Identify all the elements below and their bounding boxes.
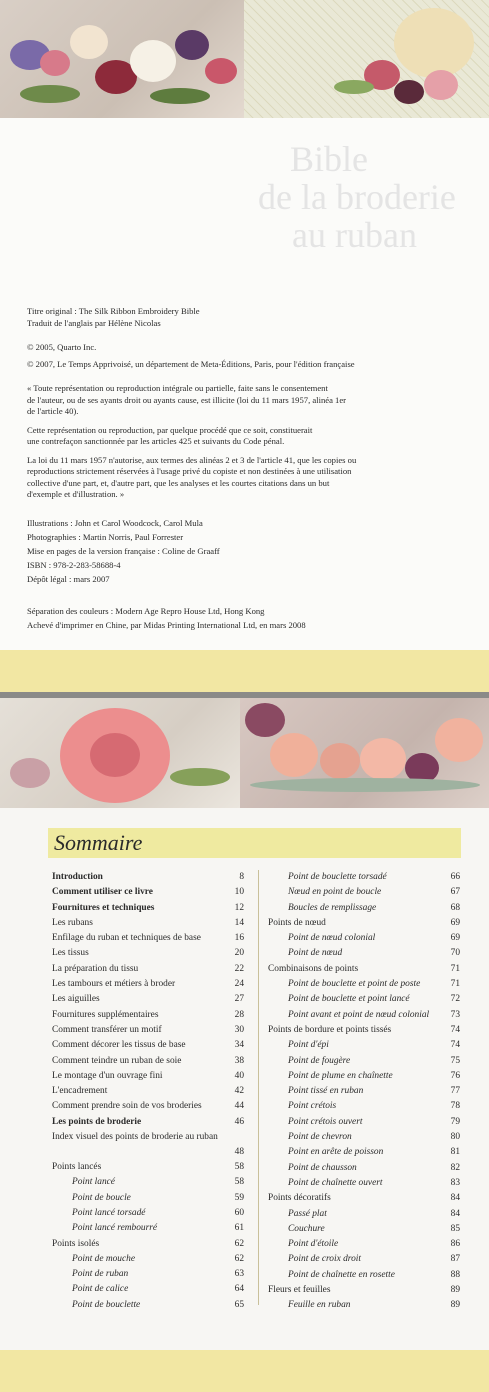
credits-line: ISBN : 978-2-283-58688-4 (27, 559, 121, 570)
toc-entry (268, 1191, 460, 1206)
toc-entry-title: Point crétois ouvert (288, 1116, 363, 1127)
credits-block (27, 306, 467, 639)
toc-entry-page: 84 (450, 1208, 460, 1219)
credits-line: Mise en pages de la version française : Coline de Graaff (27, 545, 220, 556)
toc-entry (268, 1237, 460, 1252)
credits-line: Séparation des couleurs : Modern Age Repro House Ltd, Hong Kong (27, 605, 265, 616)
toc-entry (268, 1252, 460, 1267)
toc-entry-title: Point de mouche (72, 1253, 136, 1264)
toc-entry-page: 75 (450, 1055, 460, 1066)
column-divider (258, 870, 259, 1305)
copyright-page (0, 0, 489, 692)
credits-line: « Toute représentation ou reproduction intégrale ou partielle, faite sans le consentement (27, 383, 328, 393)
toc-entry (52, 916, 244, 931)
yellow-band (0, 650, 489, 692)
credits-para-1 (27, 306, 467, 329)
toc-entry-page: 79 (450, 1116, 460, 1127)
toc-entry-title: Point de bouclette (72, 1299, 141, 1310)
toc-entry-page: 86 (450, 1239, 460, 1250)
toc-entry (52, 870, 244, 885)
toc-entry-title: Les tambours et métiers à broder (52, 979, 176, 990)
toc-entry (52, 1237, 244, 1252)
toc-entry-page: 24 (234, 979, 244, 990)
toc-entry-title: Fleurs et feuilles (268, 1285, 331, 1296)
toc-entry-page: 12 (234, 902, 244, 913)
toc-entry-title: Point en arête de poisson (288, 1147, 384, 1158)
toc-entry (52, 1115, 244, 1130)
toc-entry-page: 28 (234, 1009, 244, 1020)
toc-entry-title: Point lancé rembourré (72, 1223, 158, 1234)
toc-entry-title: Point de boucle (72, 1192, 131, 1203)
toc-entry (268, 885, 460, 900)
toc-entry (268, 1130, 460, 1145)
toc-entry-page: 59 (234, 1192, 244, 1203)
toc-entry-page: 69 (450, 917, 460, 928)
toc-entry-title: Point de ruban (72, 1269, 129, 1280)
toc-entry-title: Point de bouclette et point lancé (288, 994, 410, 1005)
toc-entry (268, 1008, 460, 1023)
credits-line: Achevé d'imprimer en Chine, par Midas Printing International Ltd, en mars 2008 (27, 619, 306, 630)
toc-entry (268, 1023, 460, 1038)
toc-entry (268, 1283, 460, 1298)
toc-entry (52, 1008, 244, 1023)
credits-line: une contrefaçon sanctionnée par les articles 425 et suivants du Code pénal. (27, 436, 285, 446)
toc-entry-title: Point d'étoile (288, 1239, 339, 1250)
toc-entry (52, 885, 244, 900)
toc-entry-page: 80 (450, 1132, 460, 1143)
toc-entry-page: 84 (450, 1193, 460, 1204)
toc-entry-title: Points décoratifs (268, 1193, 331, 1204)
toc-entry (268, 1084, 460, 1099)
toc-entry-page: 48 (234, 1147, 244, 1158)
toc-entry-title: Comment décorer les tissus de base (52, 1040, 186, 1051)
toc-entry-page: 69 (450, 933, 460, 944)
toc-entry-page: 81 (450, 1147, 460, 1158)
toc-entry (52, 1023, 244, 1038)
credits-line: Dépôt légal : mars 2007 (27, 573, 110, 584)
toc-entry-page: 46 (234, 1116, 244, 1127)
credits-para-4 (27, 425, 467, 448)
embroidery-photo-left (0, 0, 244, 118)
credits-line: Cette représentation ou reproduction, par quelque procédé que ce soit, constituerait (27, 424, 313, 435)
toc-entry (52, 962, 244, 977)
toc-entry (52, 1084, 244, 1099)
toc-entry-page: 27 (234, 994, 244, 1005)
toc-entry-title: Point avant et point de nœud colonial (288, 1009, 430, 1020)
credits-para-7 (27, 604, 467, 632)
ghost-title-line2: de la broderie (258, 177, 456, 217)
toc-entry (52, 1267, 244, 1282)
toc-entry-title: Couchure (288, 1223, 325, 1234)
toc-entry-page: 73 (450, 1009, 460, 1020)
toc-entry-title: Boucles de remplissage (288, 902, 377, 913)
toc-entry (268, 946, 460, 961)
toc-entry-title: Comment utiliser ce livre (52, 887, 153, 898)
toc-entry-title: Point crétois (288, 1101, 337, 1112)
toc-entry-title: Point tissé en ruban (288, 1086, 364, 1097)
ghost-title-line1: Bible (290, 139, 368, 179)
toc-entry-page: 22 (234, 963, 244, 974)
toc-entry (268, 1115, 460, 1130)
toc-entry-page: 62 (234, 1238, 244, 1249)
toc-entry-page: 40 (234, 1070, 244, 1081)
toc-entry-page: 82 (450, 1162, 460, 1173)
toc-entry-title: Introduction (52, 872, 103, 882)
toc-entry-page: 16 (234, 933, 244, 944)
credits-line: Photographies : Martin Norris, Paul Forrester (27, 531, 184, 542)
toc-entry (52, 1252, 244, 1267)
toc-entry (52, 1069, 244, 1084)
toc-entry-title: L'encadrement (52, 1086, 108, 1097)
toc-entry-page: 87 (450, 1254, 460, 1265)
toc-entry-page: 8 (239, 872, 244, 882)
toc-entry (268, 1099, 460, 1114)
toc-entry-title: Point de bouclette torsadé (288, 872, 387, 882)
toc-entry-page: 74 (450, 1024, 460, 1035)
toc-left-column (52, 870, 244, 1313)
toc-entry-title: Comment transférer un motif (52, 1024, 162, 1035)
sommaire-heading-band (48, 828, 461, 858)
toc-entry-title: Les tissus (52, 948, 89, 959)
credits-line: de l'article 40). (27, 406, 79, 416)
embroidery-photo-right (240, 698, 489, 808)
toc-entry (52, 1099, 244, 1114)
toc-entry-title: Points isolés (52, 1238, 100, 1249)
ghost-title-line3: au ruban (292, 215, 417, 255)
toc-entry-title: Points de bordure et points tissés (268, 1024, 392, 1035)
toc-entry-title: Point de fougère (288, 1055, 351, 1066)
toc-entry-page: 70 (450, 948, 460, 959)
toc-entry (52, 946, 244, 961)
toc-entry (268, 1069, 460, 1084)
toc-entry (268, 962, 460, 977)
toc-entry (52, 1054, 244, 1069)
toc-entry-page: 65 (234, 1299, 244, 1310)
toc-entry (52, 1130, 244, 1160)
toc-entry-title: Point lancé torsadé (72, 1207, 146, 1218)
toc-entry-page: 20 (234, 948, 244, 959)
embroidery-photo-left (0, 698, 240, 808)
toc-entry-page: 88 (450, 1269, 460, 1280)
toc-entry-title: Point de chausson (288, 1162, 357, 1173)
toc-entry-page: 60 (234, 1207, 244, 1218)
toc-entry-title: Point de nœud colonial (288, 933, 376, 944)
toc-entry-title: Point de croix droit (288, 1254, 361, 1265)
credits-line: Titre original : The Silk Ribbon Embroidery Bible (27, 306, 200, 316)
toc-entry-title: Passé plat (288, 1208, 327, 1219)
toc-entry (268, 1038, 460, 1053)
credits-para-3 (27, 383, 467, 418)
credits-line: © 2007, Le Temps Apprivoisé, un département de Meta-Éditions, Paris, pour l'édition française (27, 358, 355, 369)
credits-line: © 2005, Quarto Inc. (27, 342, 97, 352)
toc-entry-page: 76 (450, 1070, 460, 1081)
toc-entry (268, 1161, 460, 1176)
credits-line: Traduit de l'anglais par Hélène Nicolas (27, 317, 161, 328)
embroidery-photo-right (244, 0, 489, 118)
toc-entry-title: Point de calice (72, 1284, 129, 1295)
toc-entry-title: Point de chaînette en rosette (288, 1269, 395, 1280)
toc-entry-page: 89 (450, 1300, 460, 1311)
toc-entry (268, 1176, 460, 1191)
toc-entry (52, 1282, 244, 1297)
toc-entry-title: Nœud en point de boucle (288, 887, 382, 898)
toc-entry-title: Les rubans (52, 917, 93, 928)
toc-entry-title: Point de plume en chaînette (288, 1070, 393, 1081)
toc-entry (268, 1222, 460, 1237)
credits-line: reproductions strictement réservées à l'usage privé du copiste et non destinées à une utilisation (27, 466, 352, 476)
toc-entry-title: Les aiguilles (52, 994, 100, 1005)
toc-entry-title: Enfilage du ruban et techniques de base (52, 933, 201, 944)
toc-entry (268, 931, 460, 946)
toc-entry-title: Le montage d'un ouvrage fini (52, 1070, 163, 1081)
toc-entry-page: 14 (234, 917, 244, 928)
toc-entry (52, 1160, 244, 1175)
toc-entry-title: Fournitures et techniques (52, 902, 155, 913)
contents-page (0, 698, 489, 1392)
toc-entry-title: Point lancé (72, 1177, 115, 1188)
toc-entry-page: 38 (234, 1055, 244, 1066)
toc-entry (268, 1145, 460, 1160)
toc-entry-page: 64 (234, 1284, 244, 1295)
toc-entry (52, 1191, 244, 1206)
credits-line: de l'auteur, ou de ses ayants droit ou ayants cause, est illicite (loi du 11 mars 1957, alinéa 1er (27, 394, 347, 405)
toc-entry-title: Index visuel des points de broderie au ruban (52, 1132, 218, 1143)
toc-entry-page: 74 (450, 1040, 460, 1051)
toc-entry (52, 1221, 244, 1236)
toc-entry-page: 44 (234, 1101, 244, 1112)
sommaire-title: Sommaire (54, 830, 143, 855)
toc-entry (268, 1207, 460, 1222)
toc-entry-page: 89 (450, 1285, 460, 1296)
toc-entry (52, 1298, 244, 1313)
toc-entry-title: Comment teindre un ruban de soie (52, 1055, 182, 1066)
toc-entry (268, 1054, 460, 1069)
credits-para-2 (27, 342, 467, 370)
toc-entry (268, 1268, 460, 1283)
toc-entry-page: 42 (234, 1086, 244, 1097)
toc-entry-page: 83 (450, 1177, 460, 1188)
credits-line: collective d'une part, et, d'autre part, que les analyses et les courtes citations dans un but (27, 477, 330, 488)
toc-entry (52, 931, 244, 946)
toc-entry (52, 977, 244, 992)
credits-line: d'exemple et d'illustration. » (27, 489, 125, 499)
toc-entry-page: 61 (234, 1223, 244, 1234)
toc-entry-page: 72 (450, 994, 460, 1005)
toc-entry-title: Les points de broderie (52, 1116, 142, 1127)
toc-entry-title: La préparation du tissu (52, 963, 139, 974)
toc-entry (268, 901, 460, 916)
toc-entry (52, 901, 244, 916)
toc-entry-title: Point de chaînette ouvert (288, 1177, 383, 1188)
toc-entry-title: Combinaisons de points (268, 963, 359, 974)
toc-entry-page: 10 (234, 887, 244, 898)
toc-entry-title: Point de bouclette et point de poste (288, 979, 421, 990)
yellow-band (0, 1350, 489, 1392)
toc-entry-title: Points lancés (52, 1162, 102, 1173)
toc-entry-page: 77 (450, 1086, 460, 1097)
credits-line: Illustrations : John et Carol Woodcock, Carol Mula (27, 517, 203, 528)
toc-entry (268, 1298, 460, 1313)
credits-line: La loi du 11 mars 1957 n'autorise, aux termes des alinéas 2 et 3 de l'article 41, que les copies ou (27, 454, 357, 465)
toc-entry-page: 58 (234, 1177, 244, 1188)
credits-para-6 (27, 516, 467, 586)
toc-entry-page: 34 (234, 1040, 244, 1051)
toc-entry (268, 870, 460, 885)
toc-entry-title: Point de nœud (288, 948, 343, 959)
toc-entry-page: 30 (234, 1024, 244, 1035)
toc-entry-page: 63 (234, 1269, 244, 1280)
toc-entry-page: 67 (450, 887, 460, 898)
toc-entry (268, 992, 460, 1007)
toc-entry-title: Points de nœud (268, 917, 326, 928)
credits-para-5 (27, 455, 467, 501)
toc-entry-page: 68 (450, 902, 460, 913)
toc-entry (52, 1038, 244, 1053)
toc-entry-page: 66 (450, 872, 460, 882)
toc-entry-page: 85 (450, 1223, 460, 1234)
toc-entry-page: 58 (234, 1162, 244, 1173)
toc-entry (52, 1206, 244, 1221)
toc-entry (52, 1175, 244, 1190)
toc-entry-page: 71 (450, 979, 460, 990)
toc-entry (268, 977, 460, 992)
toc-entry (268, 916, 460, 931)
toc-entry-page: 62 (234, 1253, 244, 1264)
toc-entry-page: 71 (450, 963, 460, 974)
toc-entry (52, 992, 244, 1007)
toc-entry-title: Point de chevron (288, 1132, 352, 1143)
toc-entry-title: Comment prendre soin de vos broderies (52, 1101, 202, 1112)
toc-entry-title: Point d'épi (288, 1040, 329, 1051)
toc-entry-page: 78 (450, 1101, 460, 1112)
toc-right-column (268, 870, 460, 1314)
toc-entry-title: Feuille en ruban (288, 1300, 351, 1311)
toc-entry-title: Fournitures supplémentaires (52, 1009, 159, 1020)
